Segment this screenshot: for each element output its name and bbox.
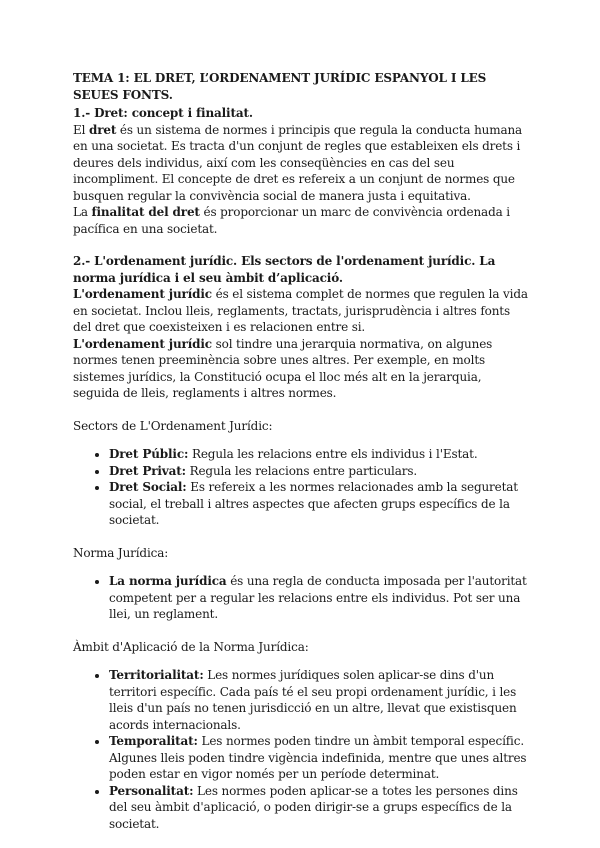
term-ordenament: L'ordenament jurídic <box>73 287 212 301</box>
section-2-heading: 2.- L'ordenament jurídic. Els sectors de l'ordenament jurídic. La norma jurídica i el seu àmbit d’aplicació. <box>73 254 496 285</box>
norma-heading: Norma Jurídica: <box>73 545 169 560</box>
list-item: • Dret Públic: Regula les relacions entre els individus i l'Estat. <box>109 446 531 463</box>
ambit-heading: Àmbit d'Aplicació de la Norma Jurídica: <box>73 639 309 654</box>
sectors-list <box>73 446 531 529</box>
document-page <box>73 70 531 832</box>
section-1-heading: 1.- Dret: concept i finalitat. <box>73 106 253 120</box>
term-dret: dret <box>88 122 117 137</box>
sectors-heading: Sectors de L'Ordenament Jurídic: <box>73 418 273 433</box>
list-item: • Personalitat: Les normes poden aplicar-se a totes les persones dins del seu àmbit d'aplicació, o poden dirigir-se a grups específics de la societat. <box>109 783 531 833</box>
norma-list <box>73 573 531 623</box>
section-2-paragraph-2: L'ordenament jurídic sol tindre una jerarquia normativa, on algunes normes tenen preeminència sobre unes altres. Per exemple, en molts sistemes jurídics, la Constitució ocupa el lloc més alt en la jerarquia, seguida de lleis, reglaments i altres normes. <box>73 336 493 400</box>
list-item: • Dret Social: Es refereix a les normes relacionades amb la seguretat social, el treball i altres aspectes que afecten grups específics de la societat. <box>109 479 531 529</box>
ambit-list <box>73 667 531 832</box>
list-item: • La norma jurídica és una regla de conducta imposada per l'autoritat competent per a regular les relacions entre els individus. Pot ser una llei, un reglament. <box>109 573 531 623</box>
list-item: • Dret Privat: Regula les relacions entre particulars. <box>109 463 531 480</box>
document-title: TEMA 1: EL DRET, L’ORDENAMENT JURÍDIC ESPANYOL I LES SEUES FONTS. <box>73 71 487 102</box>
section-2-paragraph-1: L'ordenament jurídic és el sistema complet de normes que regulen la vida en societat. Inclou lleis, reglaments, tractats, jurisprudència i altres fonts del dret que coexisteixen i es relacionen entre si. <box>73 287 528 334</box>
section-1-paragraph-2: La finalitat del dret és proporcionar un marc de convivència ordenada i pacífica en una societat. <box>73 205 510 236</box>
term-ordenament: L'ordenament jurídic <box>73 336 212 351</box>
list-item: • Temporalitat: Les normes poden tindre un àmbit temporal específic. Algunes lleis poden tindre vigència indefinida, mentre que unes altres poden estar en vigor només per un període determinat. <box>109 733 531 783</box>
section-1-paragraph-1: El dret és un sistema de normes i principis que regula la conducta humana en una societat. Es tracta d'un conjunt de regles que estableixen els drets i deures dels individus, així com les conseqüències en cas del seu incompliment. El concepte de dret es refereix a un conjunt de normes que busquen regular la convivència social de manera justa i equitativa. <box>73 122 523 203</box>
term-finalitat: finalitat del dret <box>91 205 200 219</box>
list-item: • Territorialitat: Les normes jurídiques solen aplicar-se dins d'un territori específic. Cada país té el seu propi ordenament jurídic, i les lleis d'un país no tenen jurisdicció en un altre, llevat que existisquen acords internacionals. <box>109 667 531 733</box>
